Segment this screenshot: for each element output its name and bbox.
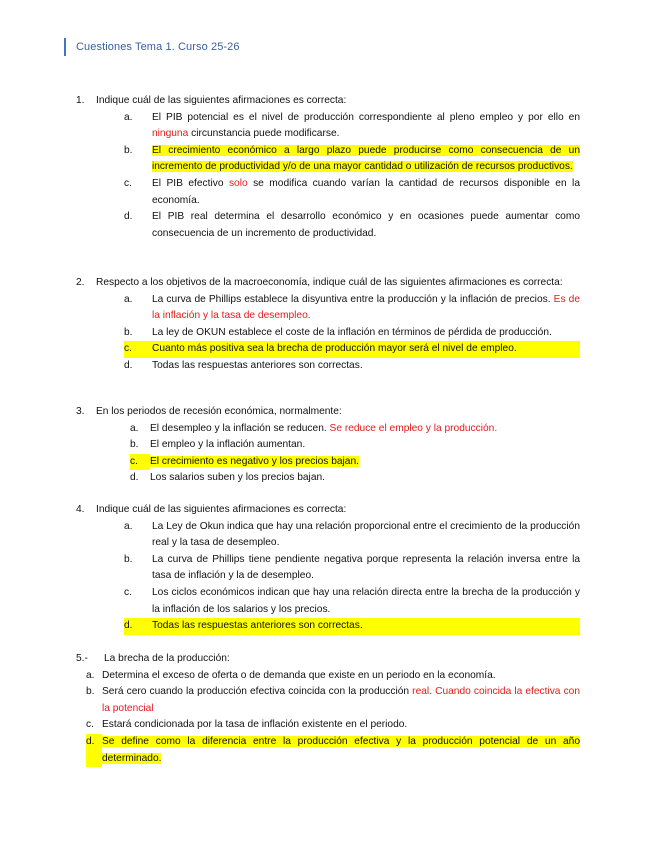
question-text: Indique cuál de las siguientes afirmaciones es correcta: <box>96 504 347 515</box>
option-a <box>124 519 580 552</box>
option-letter: d. <box>124 211 133 223</box>
header-accent-bar <box>64 38 66 56</box>
option-text: El desempleo y la inflación se reducen. Se reduce el empleo y la producción. <box>150 422 498 434</box>
option-text: La curva de Phillips tiene pendiente negativa porque representa la relación inversa entre la tasa de inflación y la de desempleo. <box>152 553 580 582</box>
option-text: La curva de Phillips establece la disyuntiva entre la producción y la inflación de precios. Es de la inflación y la tasa de desempleo. <box>152 293 580 322</box>
option-a <box>124 110 580 143</box>
option-letter: d. <box>124 359 133 371</box>
question-text: Respecto a los objetivos de la macroeconomía, indique cuál de las siguientes afirmaciones es correcta: <box>96 277 563 288</box>
option-letter: c. <box>124 177 132 189</box>
option-letter: c. <box>130 454 150 471</box>
option-d <box>130 470 580 487</box>
document-header <box>64 38 240 56</box>
option-text: Los ciclos económicos indican que hay una relación directa entre la brecha de la producción y la inflación de los salarios y los precios. <box>152 586 580 615</box>
question-text: La brecha de la producción: <box>104 653 230 664</box>
option-letter: b. <box>124 553 133 565</box>
option-letter: d. <box>124 620 133 632</box>
option-text: El PIB real determina el desarrollo económico y en ocasiones puede aumentar como consecuencia de un incremento de productividad. <box>152 211 580 239</box>
option-text <box>152 143 580 176</box>
highlighted-answer: Todas las respuestas anteriores son correctas. <box>152 620 363 632</box>
option-text: Determina el exceso de oferta o de demanda que existe en un periodo en la economía. <box>102 669 496 681</box>
option-letter: a. <box>124 111 133 123</box>
emphasis-word: solo <box>228 177 248 189</box>
option-b <box>124 143 580 176</box>
option-text: La Ley de Okun indica que hay una relación proporcional entre el crecimiento de la producción real y la tasa de desempleo. <box>152 520 580 549</box>
teacher-note: Se reduce el empleo y la producción. <box>329 422 498 434</box>
option-letter: d. <box>86 734 102 767</box>
option-c <box>86 717 580 734</box>
option-text <box>102 734 580 767</box>
option-c <box>124 176 580 209</box>
option-letter: a. <box>124 520 133 532</box>
teacher-note: Es de la inflación y la tasa de desempleo. <box>152 293 580 322</box>
option-d <box>124 358 580 375</box>
option-d <box>86 734 580 767</box>
question-text: Indique cuál de las siguientes afirmaciones es correcta: <box>96 95 347 106</box>
question-number: 2. <box>76 277 85 288</box>
option-c <box>124 585 580 618</box>
option-letter: b. <box>124 326 133 338</box>
option-a <box>130 421 580 438</box>
option-b <box>130 437 580 454</box>
question-text: En los periodos de recesión económica, normalmente: <box>96 406 342 417</box>
option-b <box>86 684 580 717</box>
question-stem <box>76 651 580 668</box>
question-1 <box>76 93 580 242</box>
highlighted-answer: Cuanto más positiva sea la brecha de producción mayor será el nivel de empleo. <box>152 343 517 355</box>
header-title: Cuestiones Tema 1. Curso 25-26 <box>76 41 240 53</box>
option-text: El PIB efectivo solo se modifica cuando varían la cantidad de recursos disponible en la economía. <box>152 177 580 206</box>
option-letter: a. <box>130 422 139 434</box>
option-b <box>124 325 580 342</box>
option-d <box>124 209 580 242</box>
option-text: Todas las respuestas anteriores son correctas. <box>152 359 363 371</box>
question-number: 1. <box>76 95 85 106</box>
option-letter: b. <box>86 686 95 698</box>
question-stem <box>76 275 580 292</box>
option-letter: d. <box>130 472 139 484</box>
option-text: Los salarios suben y los precios bajan. <box>150 472 325 484</box>
option-letter: c. <box>124 343 132 355</box>
emphasis-word: ninguna <box>152 128 189 140</box>
option-b <box>124 552 580 585</box>
question-stem <box>76 93 580 110</box>
option-text: Será cero cuando la producción efectiva coincida con la producción real. Cuando coincida la efectiva con la potencial <box>102 686 580 714</box>
option-letter: b. <box>124 144 133 156</box>
question-2 <box>76 275 580 375</box>
option-letter: c. <box>86 719 94 731</box>
option-text: El PIB potencial es el nivel de producción correspondiente al pleno empleo y por ello en ninguna circunstancia puede modificarse. <box>152 111 580 140</box>
option-letter: b. <box>130 439 139 451</box>
teacher-note: real. Cuando coincida la efectiva con la potencial <box>102 686 580 714</box>
question-4 <box>76 502 580 635</box>
highlighted-answer: El crecimiento económico a largo plazo puede producirse como consecuencia de un incremento de productividad y/o de una mayor cantidad o utilización de recursos productivos. <box>152 144 580 173</box>
question-stem <box>76 404 580 421</box>
question-3 <box>76 404 580 487</box>
option-a <box>124 292 580 325</box>
question-number: 3. <box>76 406 85 417</box>
question-5 <box>76 651 580 767</box>
highlighted-answer: El crecimiento es negativo y los precios bajan. <box>150 455 359 467</box>
option-letter: a. <box>124 293 133 305</box>
option-text <box>150 454 580 471</box>
option-text: Estará condicionada por la tasa de inflación existente en el periodo. <box>102 719 408 731</box>
option-letter: c. <box>124 586 132 598</box>
option-a <box>86 668 580 685</box>
option-c <box>124 341 580 358</box>
option-c <box>130 454 580 471</box>
highlighted-answer: Se define como la diferencia entre la producción efectiva y la producción potencial de un año determinado. <box>102 735 580 764</box>
question-stem <box>76 502 580 519</box>
question-number: 4. <box>76 504 85 515</box>
option-text: El empleo y la inflación aumentan. <box>150 439 306 451</box>
option-text: La ley de OKUN establece el coste de la inflación en términos de pérdida de producción. <box>152 326 552 338</box>
option-letter: a. <box>86 669 95 681</box>
question-number: 5.- <box>76 653 88 664</box>
option-d <box>124 618 580 635</box>
